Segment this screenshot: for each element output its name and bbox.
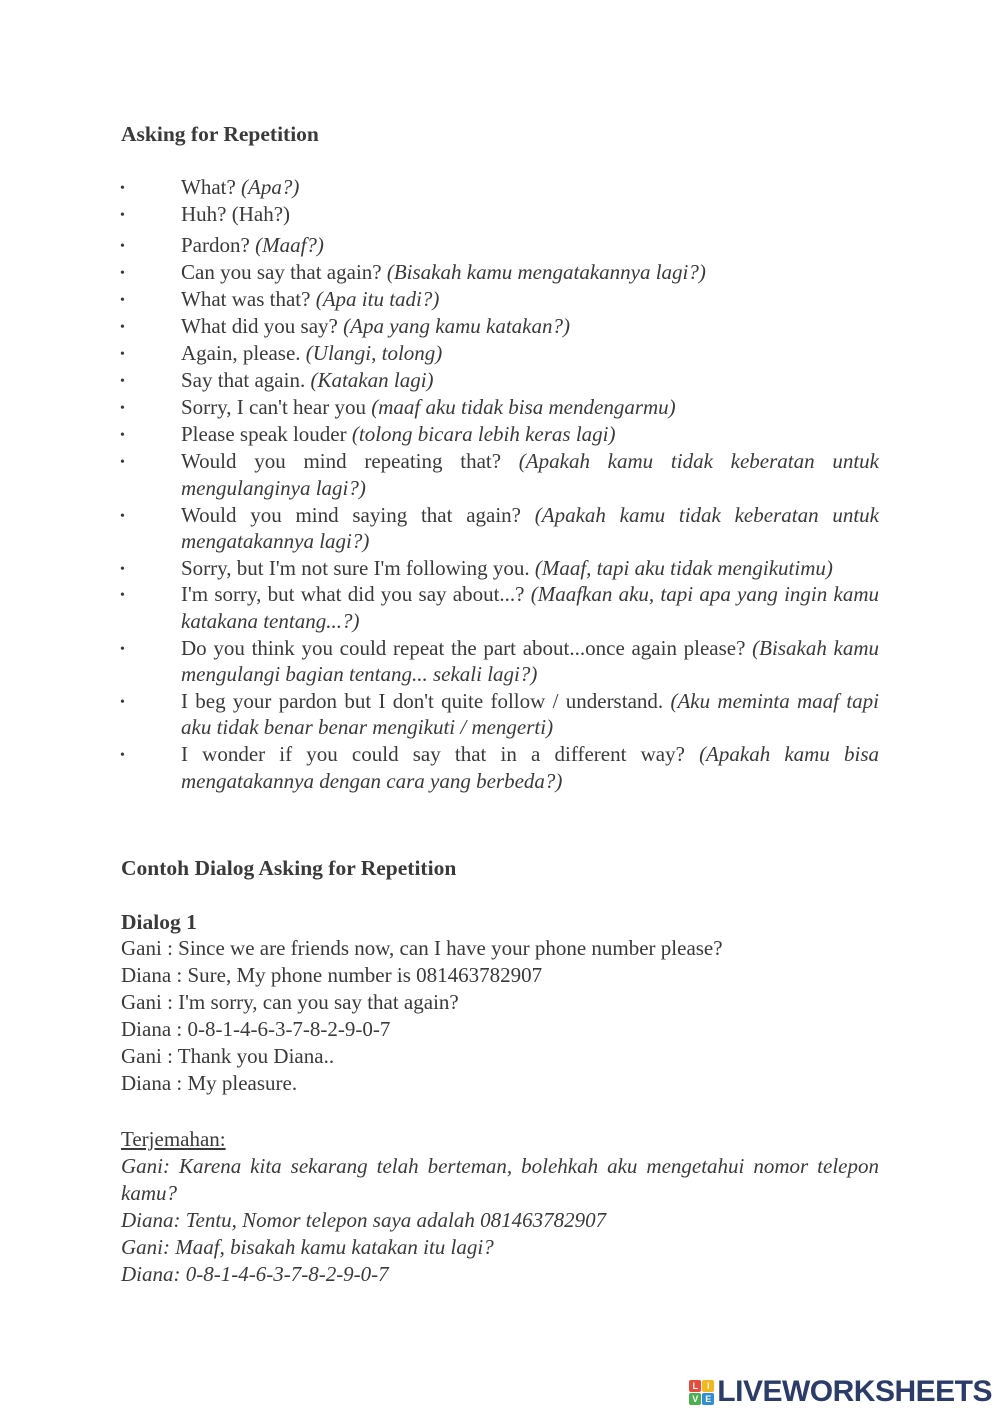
phrase-item — [0, 174, 879, 201]
phrase-english: Again, please. — [181, 341, 301, 366]
phrase-item — [0, 232, 879, 259]
translation-label: Terjemahan: — [121, 1127, 226, 1151]
phrase-english: Say that again. — [181, 368, 306, 393]
phrase-item — [0, 555, 879, 582]
logo-mark-tile: V — [689, 1393, 701, 1405]
phrase-item — [0, 259, 879, 286]
phrase-item — [0, 201, 879, 228]
translation-lines — [121, 1153, 879, 1288]
section-title-dialog-examples: Contoh Dialog Asking for Repetition — [121, 856, 457, 880]
dialog-line: Gani : Thank you Diana.. — [121, 1044, 335, 1068]
logo-mark-tile: E — [702, 1393, 714, 1405]
phrase-item — [0, 581, 879, 634]
phrase-english: Do you think you could repeat the part about...once again please? — [181, 635, 746, 660]
phrase-item — [0, 313, 879, 340]
phrase-item — [0, 688, 879, 741]
translation-line: Gani: Karena kita sekarang telah berteman, bolehkah aku mengetahui nomor telepon kamu? — [121, 1154, 879, 1205]
translation-line: Gani: Maaf, bisakah kamu katakan itu lagi? — [121, 1235, 494, 1259]
phrase-english: Please speak louder — [181, 422, 347, 447]
dialog-line: Gani : I'm sorry, can you say that again? — [121, 990, 459, 1014]
phrase-english: Can you say that again? — [181, 259, 382, 284]
phrase-english: I wonder if you could say that in a different way? — [181, 741, 685, 766]
dialog-line: Diana : Sure, My phone number is 081463782907 — [121, 963, 543, 987]
logo-mark-tile: I — [702, 1380, 714, 1392]
phrase-item — [0, 502, 879, 555]
phrase-translation: (tolong bicara lebih keras lagi) — [351, 422, 616, 447]
phrase-english: What? — [181, 175, 236, 199]
phrase-item — [0, 421, 879, 448]
phrase-translation: (Maaf, tapi aku tidak mengikutimu) — [534, 555, 833, 580]
phrase-english: Sorry, but I'm not sure I'm following you. — [181, 555, 530, 580]
phrase-english: Sorry, I can't hear you — [181, 395, 366, 420]
phrase-translation: (Apakah kamu tidak keberatan untuk mengatakannya lagi?) — [181, 502, 879, 554]
phrase-item — [0, 340, 879, 367]
phrase-translation: (Maafkan aku, tapi apa yang ingin kamu katakana tentang...?) — [181, 582, 879, 633]
phrase-translation: (Ulangi, tolong) — [305, 341, 443, 366]
phrase-translation: (Bisakah kamu mengatakannya lagi?) — [386, 259, 706, 284]
dialog-line: Diana : 0-8-1-4-6-3-7-8-2-9-0-7 — [121, 1017, 391, 1041]
phrase-translation: (Aku meminta maaf tapi aku tidak benar benar mengikuti / mengerti) — [181, 688, 879, 740]
dialog-line: Gani : Since we are friends now, can I have your phone number please? — [121, 936, 723, 960]
phrase-translation: (Apa?) — [241, 175, 300, 199]
phrase-english: What was that? — [181, 286, 311, 311]
phrase-english: Huh? (Hah?) — [181, 202, 291, 227]
phrase-translation: (Maaf?) — [255, 232, 324, 257]
phrase-english: What did you say? — [181, 313, 338, 338]
phrase-translation: (Apa itu tadi?) — [315, 286, 440, 311]
page-title: Asking for Repetition — [121, 122, 319, 146]
translation-line: Diana: 0-8-1-4-6-3-7-8-2-9-0-7 — [121, 1262, 389, 1286]
phrase-english: I'm sorry, but what did you say about...? — [181, 582, 525, 607]
phrase-translation: (maaf aku tidak bisa mendengarmu) — [371, 395, 676, 420]
phrase-item — [0, 448, 879, 501]
translation-line: Diana: Tentu, Nomor telepon saya adalah 081463782907 — [121, 1208, 607, 1232]
dialog-lines — [121, 935, 723, 1097]
phrase-item — [0, 741, 879, 794]
phrase-english: Pardon? — [181, 232, 250, 257]
logo-wordmark: LIVEWORKSHEETS — [717, 1375, 992, 1408]
liveworksheets-logo — [689, 1375, 992, 1409]
phrase-list — [0, 174, 1000, 794]
logo-mark-icon — [689, 1380, 714, 1405]
logo-mark-tile: L — [689, 1380, 701, 1392]
phrase-english: I beg your pardon but I don't quite follow / understand. — [181, 688, 664, 713]
dialog-heading: Dialog 1 — [121, 910, 197, 934]
phrase-english: Would you mind saying that again? — [181, 502, 521, 527]
phrase-translation: (Apakah kamu bisa mengatakannya dengan cara yang berbeda?) — [181, 741, 880, 793]
phrase-item — [0, 286, 879, 313]
phrase-translation: (Katakan lagi) — [310, 368, 434, 393]
phrase-translation: (Apa yang kamu katakan?) — [343, 313, 570, 338]
phrase-translation: (Bisakah kamu mengulangi bagian tentang... sekali lagi?) — [181, 635, 880, 687]
phrase-english: Would you mind repeating that? — [181, 449, 502, 474]
phrase-item — [0, 635, 879, 688]
phrase-item — [0, 367, 879, 394]
phrase-translation: (Apakah kamu tidak keberatan untuk mengulanginya lagi?) — [181, 449, 880, 501]
dialog-line: Diana : My pleasure. — [121, 1071, 298, 1095]
phrase-item — [0, 394, 879, 421]
